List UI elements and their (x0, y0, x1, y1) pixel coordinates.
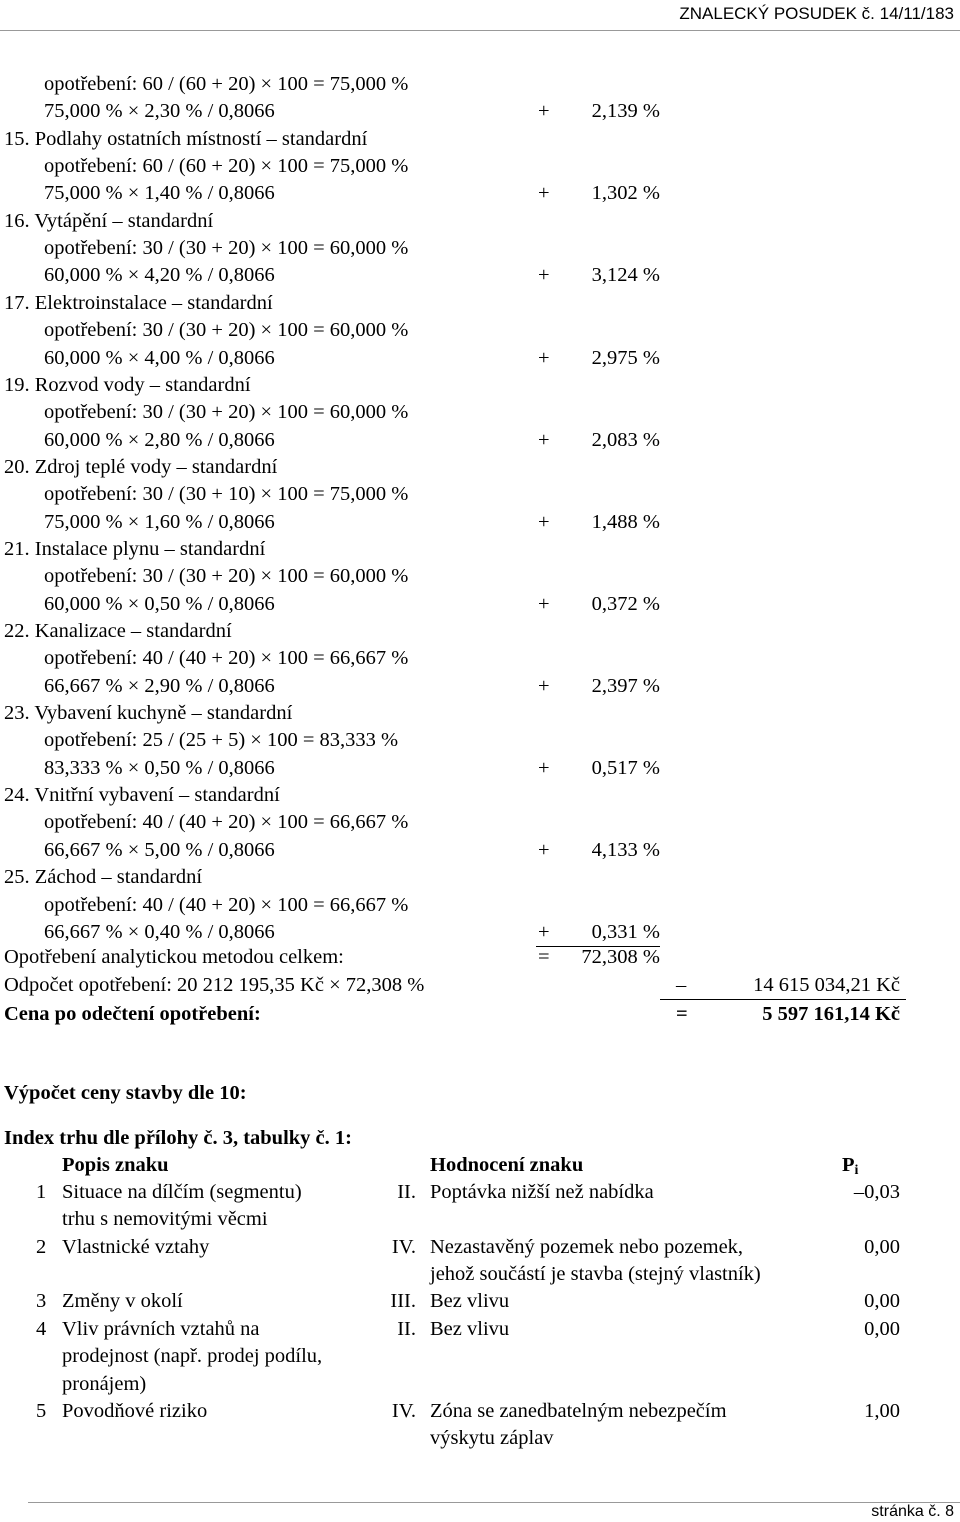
item-heading: 15. Podlahy ostatních místností – standardní (4, 128, 368, 150)
row-description: Vlastnické vztahy (62, 1236, 210, 1258)
calc-line: 75,000 % × 1,60 % / 0,8066 (44, 511, 275, 533)
row-number: 1 (36, 1181, 47, 1203)
index-title: Index trhu dle přílohy č. 3, tabulky č. 1: (4, 1127, 352, 1149)
calc-value: 0,517 % (591, 757, 660, 779)
calc-value: 3,124 % (591, 264, 660, 286)
calc-line: 60,000 % × 4,20 % / 0,8066 (44, 264, 275, 286)
row-evaluation: výskytu záplav (430, 1427, 554, 1450)
document-header: ZNALECKÝ POSUDEK č. 14/11/183 (679, 4, 954, 23)
calc-sign: + (538, 264, 550, 286)
section-title: Výpočet ceny stavby dle 10: (4, 1082, 247, 1104)
row-evaluation: Bez vlivu (430, 1318, 510, 1340)
row-description: Vliv právních vztahů na (62, 1318, 260, 1340)
calc-line: opotřebení: 25 / (25 + 5) × 100 = 83,333 % (44, 729, 399, 751)
row-p-value: –0,03 (853, 1181, 900, 1203)
calc-line: 83,333 % × 0,50 % / 0,8066 (44, 757, 275, 779)
row-grade: IV. (391, 1400, 416, 1422)
table-header-p: $P_i$ (842, 1154, 859, 1178)
calc-line: opotřebení: 30 / (30 + 20) × 100 = 60,000 % (44, 237, 409, 259)
calc-line: opotřebení: 60 / (60 + 20) × 100 = 75,000 % (44, 155, 409, 177)
row-evaluation: Bez vlivu (430, 1290, 510, 1312)
page-number: stránka č. 8 (871, 1503, 954, 1520)
calc-line: opotřebení: 40 / (40 + 20) × 100 = 66,667 % (44, 894, 409, 916)
calc-line: opotřebení: 30 / (30 + 20) × 100 = 60,000 % (44, 565, 409, 587)
row-number: 3 (36, 1290, 47, 1312)
row-description: prodejnost (např. prodej podílu, (62, 1345, 323, 1368)
price-label: Cena po odečtení opotřebení: (4, 1003, 261, 1025)
calc-value: 2,083 % (591, 429, 660, 451)
row-description: Povodňové riziko (62, 1400, 208, 1422)
row-p-value: 0,00 (864, 1318, 900, 1340)
calc-sign: + (538, 429, 550, 451)
row-description: Změny v okolí (62, 1290, 183, 1312)
calc-line: 66,667 % × 2,90 % / 0,8066 (44, 675, 275, 697)
calc-sign: + (538, 839, 550, 861)
item-heading: 22. Kanalizace – standardní (4, 620, 232, 642)
item-heading: 20. Zdroj teplé vody – standardní (4, 456, 278, 478)
item-heading: 16. Vytápění – standardní (4, 210, 214, 232)
price-sign: = (676, 1003, 688, 1025)
item-heading: 19. Rozvod vody – standardní (4, 374, 251, 396)
calc-sign: + (538, 182, 550, 204)
row-grade: II. (397, 1181, 416, 1203)
calc-value: 2,139 % (591, 100, 660, 122)
calc-value: 2,397 % (591, 675, 660, 697)
calc-line: 66,667 % × 0,40 % / 0,8066 (44, 921, 275, 943)
calc-value: 0,331 % (591, 921, 660, 943)
item-heading: 21. Instalace plynu – standardní (4, 538, 266, 560)
row-grade: IV. (391, 1236, 416, 1258)
row-description: trhu s nemovitými věcmi (62, 1208, 268, 1231)
calc-line: opotřebení: 30 / (30 + 20) × 100 = 60,000 % (44, 401, 409, 423)
row-evaluation: Nezastavěný pozemek nebo pozemek, (430, 1236, 744, 1258)
item-heading: 23. Vybavení kuchyně – standardní (4, 702, 293, 724)
deduction-sign: – (676, 974, 687, 996)
calc-value: 2,975 % (591, 347, 660, 369)
row-p-value: 1,00 (864, 1400, 900, 1422)
row-number: 2 (36, 1236, 47, 1258)
calc-line: opotřebení: 60 / (60 + 20) × 100 = 75,000 % (44, 73, 409, 95)
calc-line: 60,000 % × 2,80 % / 0,8066 (44, 429, 275, 451)
calc-line: 75,000 % × 2,30 % / 0,8066 (44, 100, 275, 122)
calc-value: 1,302 % (591, 182, 660, 204)
item-heading: 17. Elektroinstalace – standardní (4, 292, 273, 314)
calc-sign: + (538, 675, 550, 697)
calc-sign: + (538, 593, 550, 615)
total-value: 72,308 % (581, 946, 660, 968)
total-sign: = (538, 946, 550, 968)
row-description: pronájem) (62, 1372, 147, 1395)
calc-line: 60,000 % × 4,00 % / 0,8066 (44, 347, 275, 369)
row-number: 5 (36, 1400, 47, 1422)
row-evaluation: jehož součástí je stavba (stejný vlastník) (430, 1263, 761, 1286)
price-value: 5 597 161,14 Kč (762, 1003, 900, 1025)
table-header-popis: Popis znaku (62, 1154, 169, 1176)
table-header-hodnoceni: Hodnocení znaku (430, 1154, 584, 1176)
calc-value: 1,488 % (591, 511, 660, 533)
deduction-label: Odpočet opotřebení: 20 212 195,35 Kč × 72,308 % (4, 974, 425, 996)
calc-value: 4,133 % (591, 839, 660, 861)
item-heading: 25. Záchod – standardní (4, 866, 203, 888)
row-grade: II. (397, 1318, 416, 1340)
row-evaluation: Zóna se zanedbatelným nebezpečím (430, 1400, 727, 1422)
row-p-value: 0,00 (864, 1236, 900, 1258)
calc-line: opotřebení: 40 / (40 + 20) × 100 = 66,667 % (44, 811, 409, 833)
calc-line: 75,000 % × 1,40 % / 0,8066 (44, 182, 275, 204)
calc-line: opotřebení: 30 / (30 + 20) × 100 = 60,000 % (44, 319, 409, 341)
calc-sign: + (538, 757, 550, 779)
row-evaluation: Poptávka nižší než nabídka (430, 1181, 654, 1203)
row-p-value: 0,00 (864, 1290, 900, 1312)
calc-value: 0,372 % (591, 593, 660, 615)
row-description: Situace na dílčím (segmentu) (62, 1181, 302, 1203)
footer-divider (28, 1502, 960, 1503)
deduction-value: 14 615 034,21 Kč (753, 974, 900, 996)
calc-sign: + (538, 100, 550, 122)
deduction-underline (660, 999, 906, 1000)
header-divider (0, 30, 960, 31)
row-grade: III. (390, 1290, 416, 1312)
calc-line: 60,000 % × 0,50 % / 0,8066 (44, 593, 275, 615)
row-number: 4 (36, 1318, 47, 1340)
calc-line: opotřebení: 30 / (30 + 10) × 100 = 75,000 % (44, 483, 409, 505)
calc-sign: + (538, 921, 550, 943)
item-heading: 24. Vnitřní vybavení – standardní (4, 784, 280, 806)
calc-sign: + (538, 511, 550, 533)
calc-sign: + (538, 347, 550, 369)
calc-line: 66,667 % × 5,00 % / 0,8066 (44, 839, 275, 861)
calc-line: opotřebení: 40 / (40 + 20) × 100 = 66,667 % (44, 647, 409, 669)
total-label: Opotřebení analytickou metodou celkem: (4, 946, 344, 968)
